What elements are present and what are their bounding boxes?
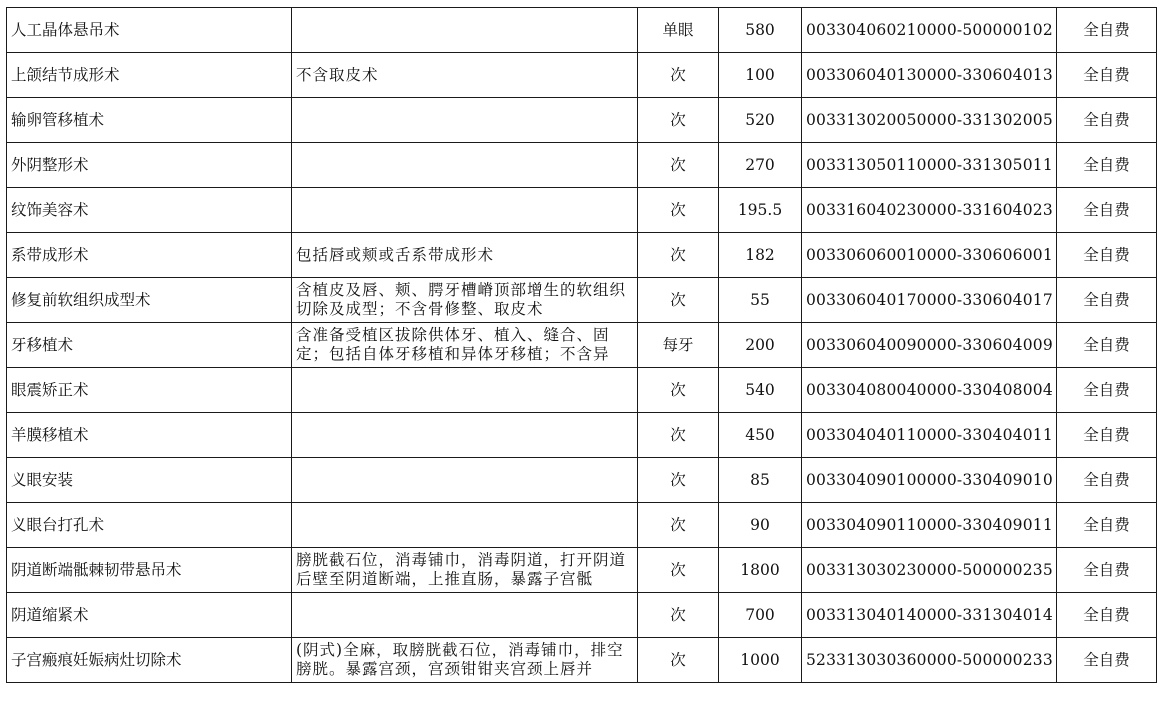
procedure-name-cell[interactable]: 眼震矫正术 xyxy=(7,368,292,413)
unit-cell[interactable]: 次 xyxy=(638,368,719,413)
price-cell[interactable]: 182 xyxy=(719,233,802,278)
description-text: 包括唇或颊或舌系带成形术 xyxy=(296,245,495,264)
unit-cell[interactable]: 单眼 xyxy=(638,8,719,53)
price-cell[interactable]: 580 xyxy=(719,8,802,53)
item-code-cell[interactable]: 003316040230000-331604023 xyxy=(802,188,1057,233)
item-code-cell[interactable]: 003313030230000-500000235 xyxy=(802,548,1057,593)
table-row xyxy=(7,143,1157,188)
item-code-cell[interactable]: 003304080040000-330408004 xyxy=(802,368,1057,413)
item-code-cell[interactable]: 003313020050000-331302005 xyxy=(802,98,1057,143)
item-code-cell[interactable]: 003304040110000-330404011 xyxy=(802,413,1057,458)
payment-type-cell[interactable]: 全自费 xyxy=(1057,233,1157,278)
item-code-cell[interactable]: 003306040130000-330604013 xyxy=(802,53,1057,98)
procedure-name-cell[interactable]: 人工晶体悬吊术 xyxy=(7,8,292,53)
price-cell[interactable]: 700 xyxy=(719,593,802,638)
description-cell[interactable] xyxy=(292,53,638,98)
price-cell[interactable]: 200 xyxy=(719,323,802,368)
payment-type-cell[interactable]: 全自费 xyxy=(1057,53,1157,98)
payment-type-cell[interactable]: 全自费 xyxy=(1057,368,1157,413)
unit-cell[interactable]: 次 xyxy=(638,548,719,593)
description-cell[interactable] xyxy=(292,98,638,143)
item-code-cell[interactable]: 003304060210000-500000102 xyxy=(802,8,1057,53)
description-text: (阴式)全麻，取膀胱截石位，消毒铺巾，排空膀胱。暴露宫颈，宫颈钳钳夹宫颈上唇并 xyxy=(296,641,624,678)
payment-type-cell[interactable]: 全自费 xyxy=(1057,413,1157,458)
procedure-name-cell[interactable]: 子宫瘢痕妊娠病灶切除术 xyxy=(7,638,292,683)
item-code-cell[interactable]: 003304090100000-330409010 xyxy=(802,458,1057,503)
description-cell[interactable] xyxy=(292,8,638,53)
payment-type-cell[interactable]: 全自费 xyxy=(1057,548,1157,593)
price-cell[interactable]: 540 xyxy=(719,368,802,413)
table-row xyxy=(7,503,1157,548)
description-cell[interactable] xyxy=(292,638,638,683)
procedure-name-cell[interactable]: 羊膜移植术 xyxy=(7,413,292,458)
price-cell[interactable]: 90 xyxy=(719,503,802,548)
table-row xyxy=(7,233,1157,278)
table-row xyxy=(7,53,1157,98)
unit-cell[interactable]: 次 xyxy=(638,503,719,548)
table-row xyxy=(7,593,1157,638)
payment-type-cell[interactable]: 全自费 xyxy=(1057,503,1157,548)
payment-type-cell[interactable]: 全自费 xyxy=(1057,638,1157,683)
payment-type-cell[interactable]: 全自费 xyxy=(1057,593,1157,638)
procedure-name-cell[interactable]: 义眼台打孔术 xyxy=(7,503,292,548)
unit-cell[interactable]: 次 xyxy=(638,53,719,98)
unit-cell[interactable]: 次 xyxy=(638,593,719,638)
item-code-cell[interactable]: 003313040140000-331304014 xyxy=(802,593,1057,638)
table-row xyxy=(7,458,1157,503)
price-cell[interactable]: 520 xyxy=(719,98,802,143)
procedure-name-cell[interactable]: 阴道断端骶棘韧带悬吊术 xyxy=(7,548,292,593)
unit-cell[interactable]: 每牙 xyxy=(638,323,719,368)
item-code-cell[interactable]: 003306040170000-330604017 xyxy=(802,278,1057,323)
procedure-name-cell[interactable]: 外阴整形术 xyxy=(7,143,292,188)
description-cell[interactable] xyxy=(292,188,638,233)
description-cell[interactable] xyxy=(292,548,638,593)
unit-cell[interactable]: 次 xyxy=(638,233,719,278)
payment-type-cell[interactable]: 全自费 xyxy=(1057,458,1157,503)
payment-type-cell[interactable]: 全自费 xyxy=(1057,323,1157,368)
procedure-name-cell[interactable]: 牙移植术 xyxy=(7,323,292,368)
unit-cell[interactable]: 次 xyxy=(638,143,719,188)
procedure-name-cell[interactable]: 系带成形术 xyxy=(7,233,292,278)
fee-schedule-table xyxy=(6,7,1157,683)
procedure-name-cell[interactable]: 输卵管移植术 xyxy=(7,98,292,143)
description-cell[interactable] xyxy=(292,413,638,458)
unit-cell[interactable]: 次 xyxy=(638,278,719,323)
description-cell[interactable] xyxy=(292,278,638,323)
price-cell[interactable]: 450 xyxy=(719,413,802,458)
table-row xyxy=(7,548,1157,593)
price-cell[interactable]: 55 xyxy=(719,278,802,323)
item-code-cell[interactable]: 003306060010000-330606001 xyxy=(802,233,1057,278)
item-code-cell[interactable]: 003313050110000-331305011 xyxy=(802,143,1057,188)
payment-type-cell[interactable]: 全自费 xyxy=(1057,278,1157,323)
table-row xyxy=(7,188,1157,233)
unit-cell[interactable]: 次 xyxy=(638,458,719,503)
description-cell[interactable] xyxy=(292,503,638,548)
table-row xyxy=(7,278,1157,323)
table-row xyxy=(7,8,1157,53)
table-row xyxy=(7,323,1157,368)
price-cell[interactable]: 1000 xyxy=(719,638,802,683)
description-cell[interactable] xyxy=(292,368,638,413)
description-text: 不含取皮术 xyxy=(296,65,379,84)
procedure-name-cell[interactable]: 义眼安装 xyxy=(7,458,292,503)
item-code-cell[interactable]: 003306040090000-330604009 xyxy=(802,323,1057,368)
price-cell[interactable]: 100 xyxy=(719,53,802,98)
description-text: 含植皮及唇、颊、腭牙槽嵴顶部增生的软组织切除及成型；不含骨修整、取皮术 xyxy=(296,281,627,318)
unit-cell[interactable]: 次 xyxy=(638,413,719,458)
price-cell[interactable]: 270 xyxy=(719,143,802,188)
procedure-name-cell[interactable]: 纹饰美容术 xyxy=(7,188,292,233)
description-cell[interactable] xyxy=(292,143,638,188)
description-text: 含准备受植区拔除供体牙、植入、缝合、固定；包括自体牙移植和异体牙移植；不含异 xyxy=(296,326,610,363)
item-code-cell[interactable]: 523313030360000-500000233 xyxy=(802,638,1057,683)
price-cell[interactable]: 85 xyxy=(719,458,802,503)
description-cell[interactable] xyxy=(292,233,638,278)
table-row xyxy=(7,413,1157,458)
unit-cell[interactable]: 次 xyxy=(638,98,719,143)
table-body xyxy=(7,8,1157,683)
payment-type-cell[interactable]: 全自费 xyxy=(1057,188,1157,233)
unit-cell[interactable]: 次 xyxy=(638,638,719,683)
item-code-cell[interactable]: 003304090110000-330409011 xyxy=(802,503,1057,548)
payment-type-cell[interactable]: 全自费 xyxy=(1057,8,1157,53)
description-text: 膀胱截石位，消毒铺巾，消毒阴道，打开阴道后壁至阴道断端，上推直肠，暴露子宫骶 xyxy=(296,551,627,588)
description-cell[interactable] xyxy=(292,323,638,368)
table-row xyxy=(7,638,1157,683)
procedure-name-cell[interactable]: 阴道缩紧术 xyxy=(7,593,292,638)
payment-type-cell[interactable]: 全自费 xyxy=(1057,143,1157,188)
price-cell[interactable]: 195.5 xyxy=(719,188,802,233)
table-row xyxy=(7,98,1157,143)
unit-cell[interactable]: 次 xyxy=(638,188,719,233)
procedure-name-cell[interactable]: 上颌结节成形术 xyxy=(7,53,292,98)
price-cell[interactable]: 1800 xyxy=(719,548,802,593)
description-cell[interactable] xyxy=(292,593,638,638)
procedure-name-cell[interactable]: 修复前软组织成型术 xyxy=(7,278,292,323)
payment-type-cell[interactable]: 全自费 xyxy=(1057,98,1157,143)
description-cell[interactable] xyxy=(292,458,638,503)
table-row xyxy=(7,368,1157,413)
